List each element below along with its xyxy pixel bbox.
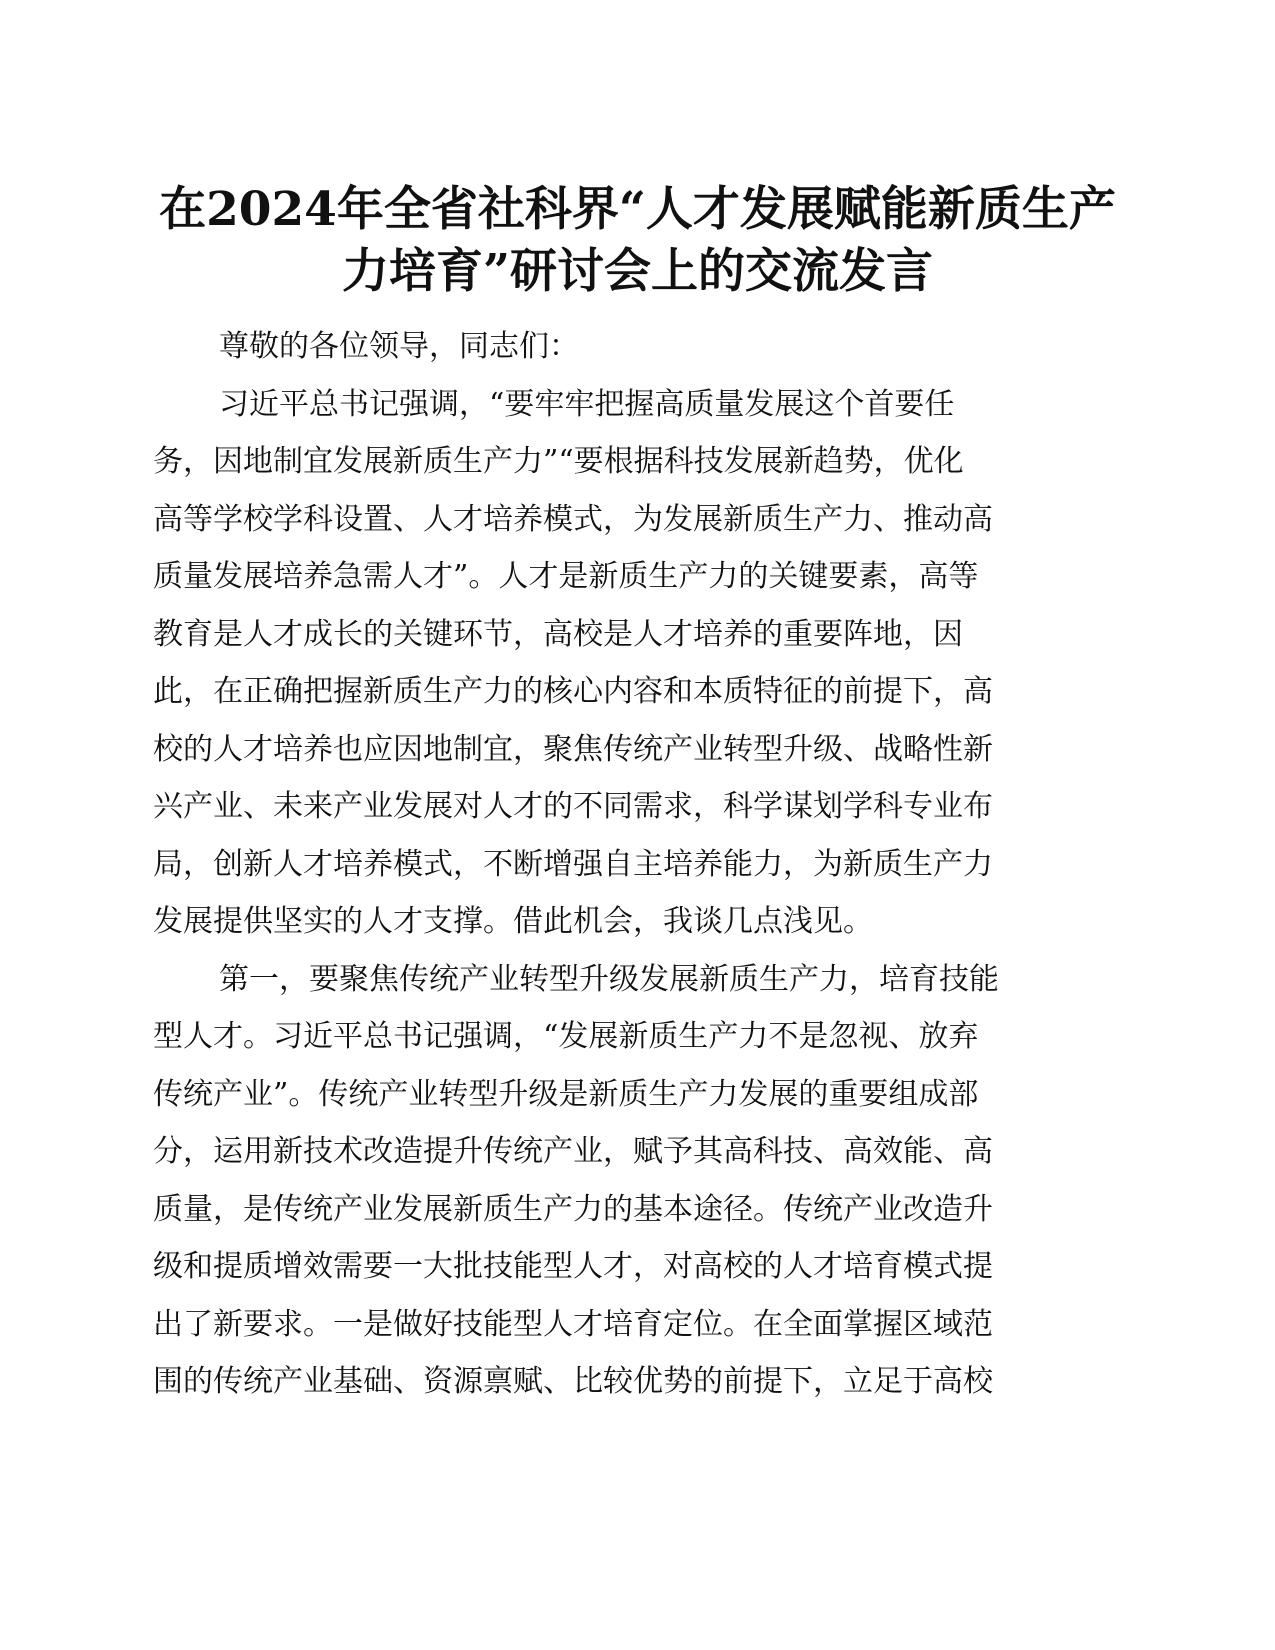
body-line: 兴产业、未来产业发展对人才的不同需求，科学谋划学科专业布 xyxy=(153,789,993,824)
body-line: 务，因地制宜发展新质生产力”“要根据科技发展新趋势，优化 xyxy=(153,444,964,479)
body-line: 高等学校学科设置、人才培养模式，为发展新质生产力、推动高 xyxy=(153,501,993,537)
document-title-line-2: 力培育”研讨会上的交流发言 xyxy=(341,244,934,299)
body-line: 出了新要求。一是做好技能型人才培育定位。在全面掌握区域范 xyxy=(153,1306,993,1342)
body-line: 围的传统产业基础、资源禀赋、比较优势的前提下，立足于高校 xyxy=(153,1364,993,1399)
body-line: 传统产业”。传统产业转型升级是新质生产力发展的重要组成部 xyxy=(153,1076,979,1112)
body-line: 局，创新人才培养模式，不断增强自主培养能力，为新质生产力 xyxy=(153,846,993,882)
document-body xyxy=(153,318,1093,1411)
body-line: 发展提供坚实的人才支撑。借此机会，我谈几点浅见。 xyxy=(153,904,873,939)
salutation: 尊敬的各位领导，同志们： xyxy=(219,329,579,364)
body-line: 第一，要聚焦传统产业转型升级发展新质生产力，培育技能 xyxy=(219,961,999,997)
body-line: 级和提质增效需要一大批技能型人才，对高校的人才培育模式提 xyxy=(153,1249,993,1284)
body-line: 此，在正确把握新质生产力的核心内容和本质特征的前提下，高 xyxy=(153,674,993,709)
body-line: 质量，是传统产业发展新质生产力的基本途径。传统产业改造升 xyxy=(153,1191,993,1227)
body-line: 质量发展培养急需人才”。人才是新质生产力的关键要素，高等 xyxy=(153,559,979,594)
body-line: 习近平总书记强调，“要牢牢把握高质量发展这个首要任 xyxy=(219,386,955,422)
body-line: 型人才。习近平总书记强调，“发展新质生产力不是忽视、放弃 xyxy=(153,1019,979,1054)
body-line: 校的人才培养也应因地制宜，聚焦传统产业转型升级、战略性新 xyxy=(153,731,993,767)
body-line: 教育是人才成长的关键环节，高校是人才培养的重要阵地，因 xyxy=(153,616,963,652)
body-line: 分，运用新技术改造提升传统产业，赋予其高科技、高效能、高 xyxy=(153,1134,993,1169)
document-title-line-1: 在2024年全省社科界“人才发展赋能新质生产 xyxy=(159,182,1116,237)
